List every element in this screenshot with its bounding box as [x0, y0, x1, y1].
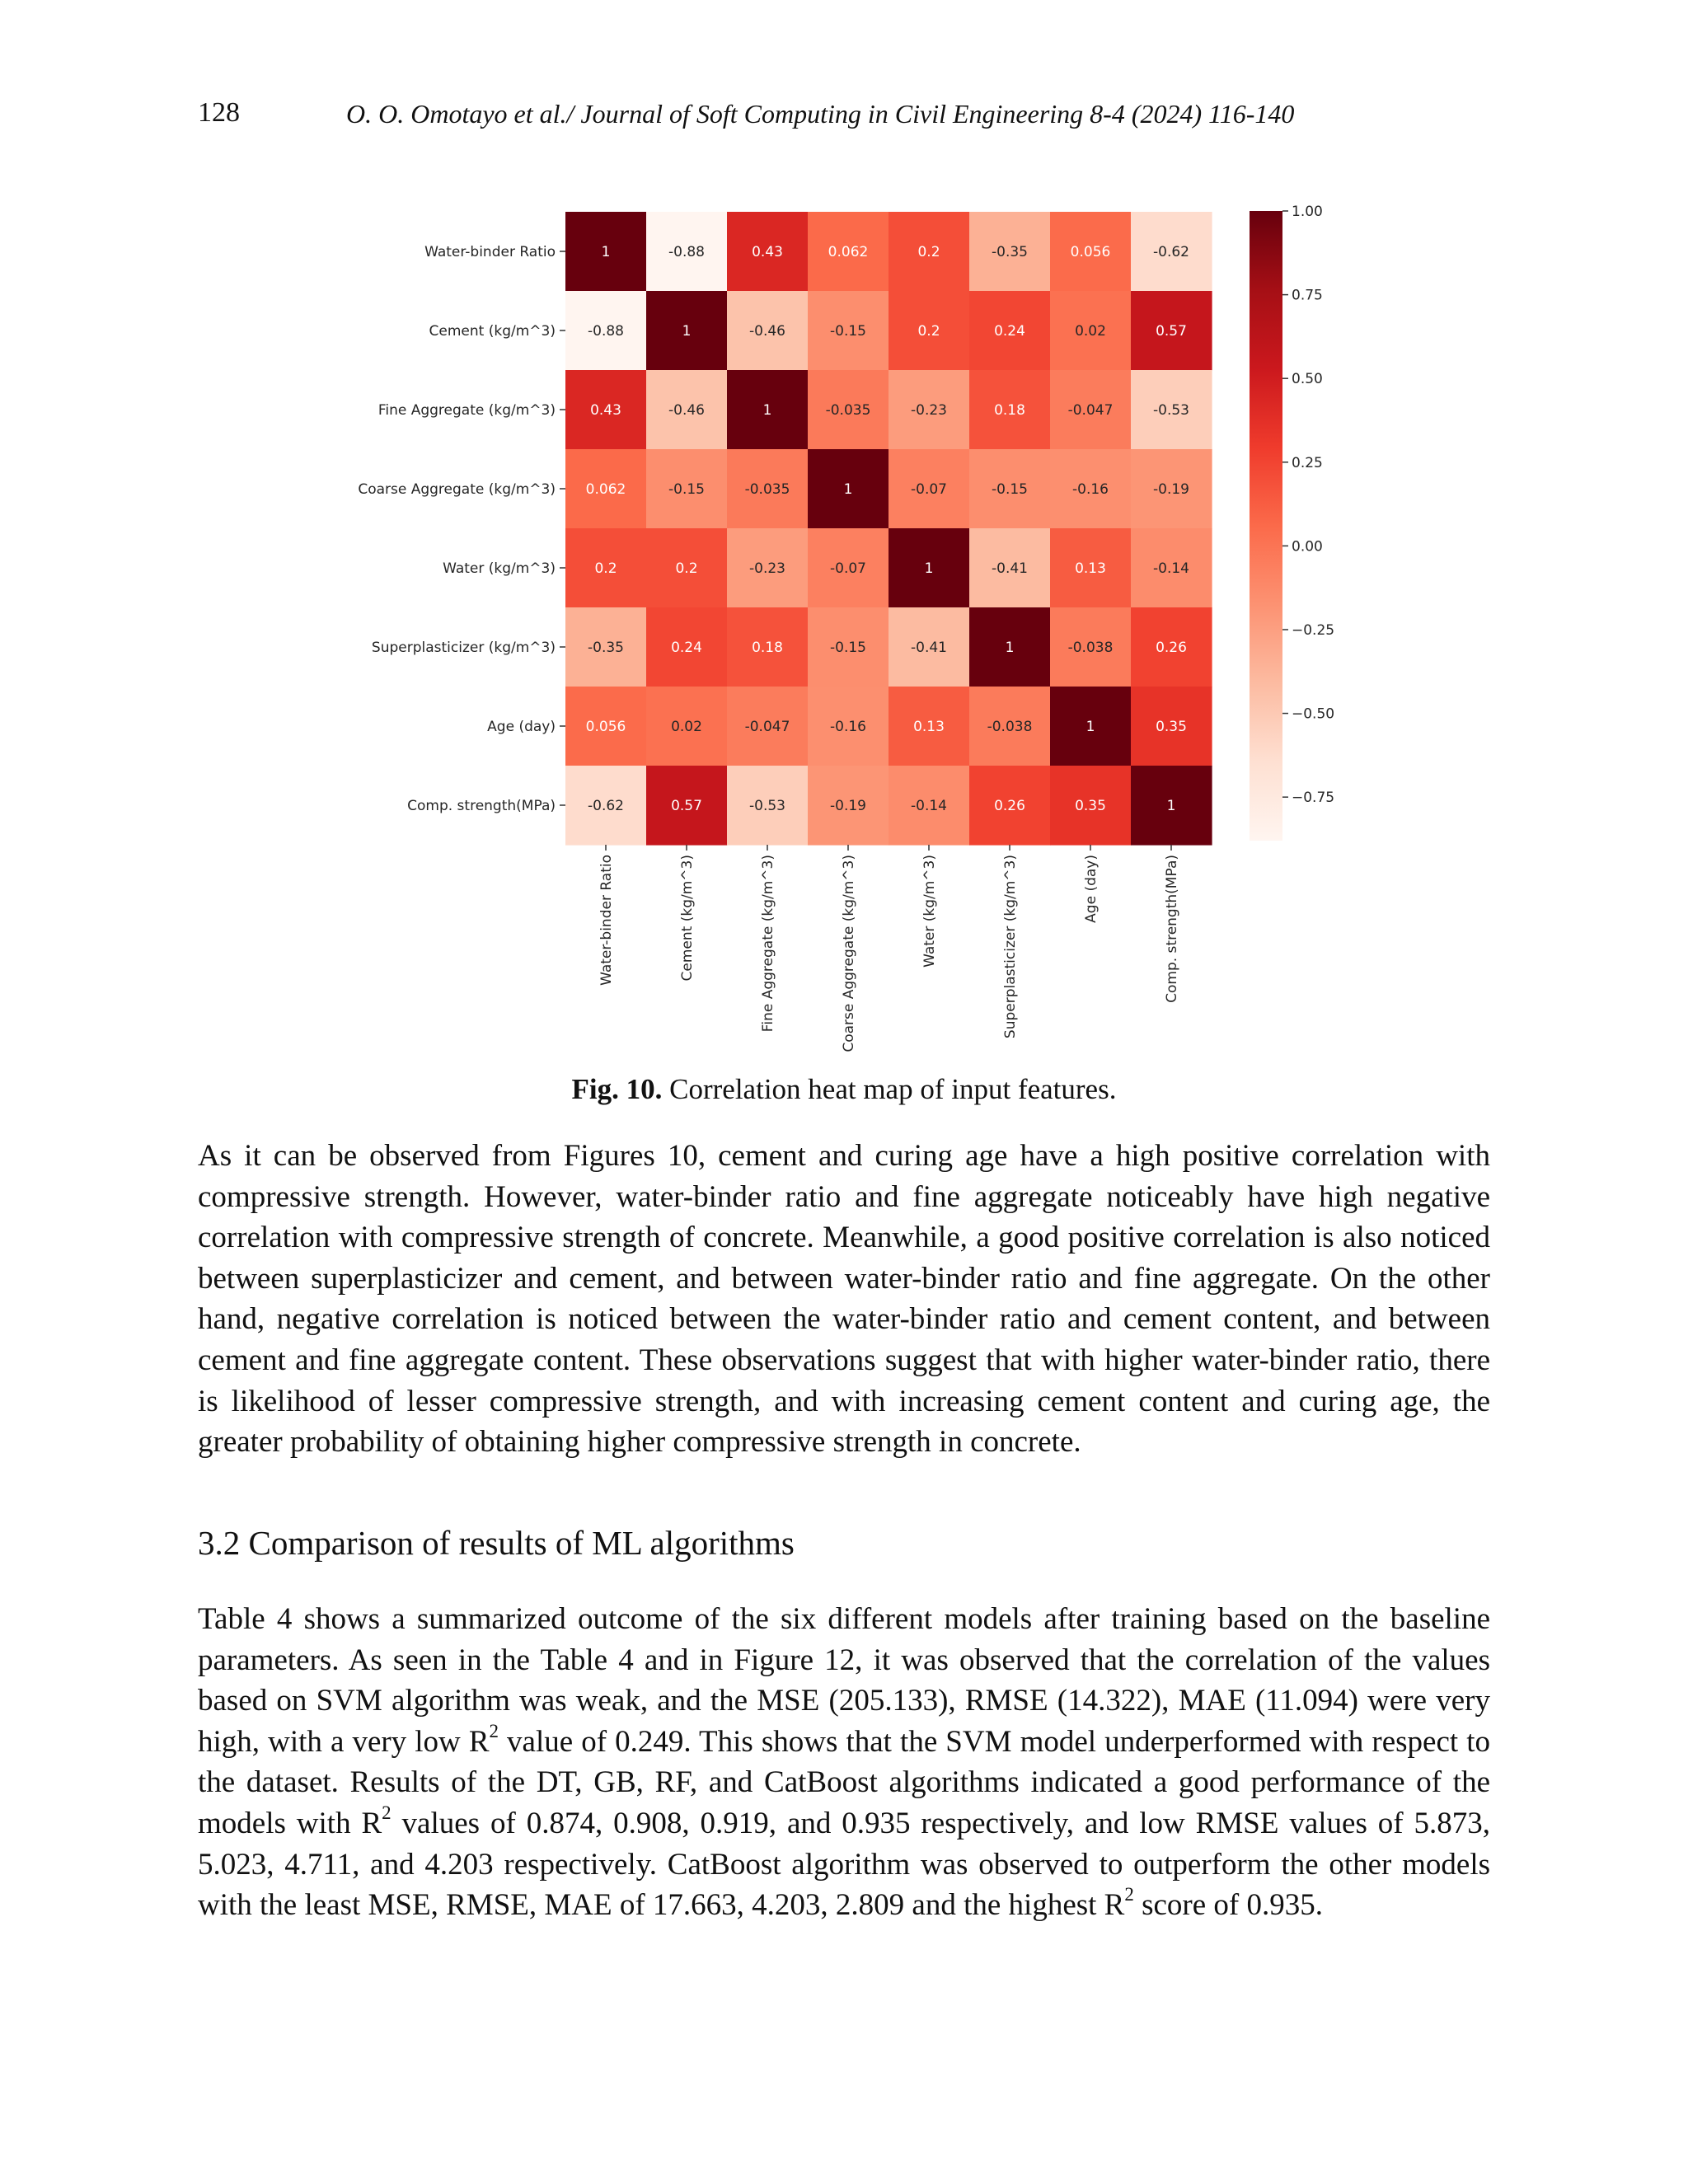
cell-value-label: 0.57 [671, 798, 702, 814]
figure-label: Fig. 10. [571, 1073, 663, 1105]
running-head: O. O. Omotayo et al./ Journal of Soft Computing in Civil Engineering 8-4 (2024) 116-140 [346, 99, 1295, 129]
x-tick-label: Cement (kg/m^3) [679, 855, 696, 982]
cell-value-label: 0.24 [671, 640, 702, 656]
cell-value-label: -0.23 [911, 402, 947, 419]
cell-value-label: 0.57 [1156, 323, 1187, 340]
cell-value-label: -0.19 [1153, 481, 1189, 498]
paragraph-correlation-discussion: As it can be observed from Figures 10, cement and curing age have a high positive correlation with compressive strength. However, water-binder ratio and fine aggregate noticeably have high negative correlation with compressive strength of concrete. Meanwhile, a good positive correlation is also noticed between superplasticizer and cement, and between water-binder ratio and fine aggregate. On the other hand, negative correlation is noticed between the water-binder ratio and cement content, and between cement and fine aggregate content. These observations suggest that with higher water-binder ratio, there is likelihood of lesser compressive strength, and with increasing cement content and curing age, the greater probability of obtaining higher compressive strength in concrete. [198, 1139, 1490, 1460]
cell-value-label: 1 [1085, 719, 1095, 735]
y-tick-label: Water (kg/m^3) [443, 560, 556, 577]
cell-value-label: -0.41 [992, 560, 1028, 577]
cell-value-label: 0.062 [585, 481, 626, 498]
cell-value-label: -0.16 [1072, 481, 1109, 498]
cell-value-label: -0.62 [588, 798, 624, 814]
cell-value-label: 1 [682, 323, 692, 340]
y-tick-label: Superplasticizer (kg/m^3) [371, 640, 556, 656]
cell-value-label: -0.23 [749, 560, 785, 577]
cell-value-label: -0.88 [668, 244, 705, 260]
cell-value-label: -0.15 [668, 481, 705, 498]
cell-value-label: 1 [762, 402, 772, 419]
figure-caption [0, 1073, 1688, 1106]
cell-value-label: 1 [1005, 640, 1015, 656]
cell-value-label: -0.15 [830, 323, 866, 340]
y-tick-label: Water-binder Ratio [424, 244, 556, 260]
cell-value-label: 1 [1166, 798, 1176, 814]
cell-value-label: -0.14 [911, 798, 947, 814]
cell-value-label: 0.13 [913, 719, 945, 735]
figure-caption-text: Correlation heat map of input features. [669, 1073, 1117, 1105]
y-tick-label: Age (day) [487, 719, 556, 735]
colorbar-tick-label: 1.00 [1292, 204, 1323, 220]
cell-value-label: -0.047 [1067, 402, 1114, 419]
superscript: 2 [1124, 1884, 1134, 1905]
y-tick-label: Comp. strength(MPa) [407, 798, 556, 814]
y-tick-label: Coarse Aggregate (kg/m^3) [358, 481, 556, 498]
cell-value-label: 0.18 [752, 640, 783, 656]
cell-value-label: -0.035 [744, 481, 790, 498]
cell-value-label: 0.26 [994, 798, 1025, 814]
cell-value-label: 0.2 [917, 244, 940, 260]
cell-value-label: 0.056 [1070, 244, 1111, 260]
x-tick-label: Water (kg/m^3) [921, 855, 938, 968]
x-tick-label: Comp. strength(MPa) [1164, 855, 1180, 1003]
cell-value-label: -0.53 [1153, 402, 1189, 419]
cell-value-label: -0.35 [588, 640, 624, 656]
cell-value-label: -0.035 [825, 402, 871, 419]
cell-value-label: 0.43 [752, 244, 783, 260]
cell-value-label: -0.038 [1067, 640, 1114, 656]
cell-value-label: 0.13 [1075, 560, 1106, 577]
x-tick-label: Fine Aggregate (kg/m^3) [760, 855, 776, 1033]
cell-value-label: 0.18 [994, 402, 1025, 419]
cell-value-label: -0.047 [744, 719, 790, 735]
cell-value-label: -0.35 [992, 244, 1028, 260]
cell-value-label: 0.2 [594, 560, 617, 577]
cell-value-label: 0.26 [1156, 640, 1187, 656]
x-tick-label: Superplasticizer (kg/m^3) [1002, 855, 1019, 1039]
cell-value-label: 0.02 [1075, 323, 1106, 340]
cell-value-label: 0.43 [590, 402, 621, 419]
cell-value-label: -0.16 [830, 719, 866, 735]
section-heading: 3.2 Comparison of results of ML algorithms [198, 1524, 795, 1562]
cell-value-label: -0.62 [1153, 244, 1189, 260]
colorbar-tick-label: −0.75 [1292, 790, 1335, 807]
text-run: values of 0.874, 0.908, 0.919, and 0.935 respectively, and low RMSE values of 5.873, 5.023, 4.711, and 4.203 respectively. CatBoost algorithm was observed to outperform the other models with the least MSE, RMSE, MAE of 17.663, 4.203, 2.809 and the highest R [198, 1806, 1491, 1923]
cell-value-label: -0.46 [668, 402, 705, 419]
cell-value-label: -0.038 [987, 719, 1033, 735]
cell-value-label: 0.056 [585, 719, 626, 735]
colorbar-tick-label: 0.50 [1292, 371, 1323, 388]
text-run: Table 4 shows a summarized outcome of the six different models after training based on the baseline parameters. As seen in the Table 4 and in Figure 12, it was observed that the correlation of the values based on SVM algorithm was weak, and the MSE (205.133), RMSE (14.322), MAE (11.094) were very high, with a very low R [198, 1602, 1490, 1759]
cell-value-label: 0.062 [828, 244, 869, 260]
cell-value-label: -0.19 [830, 798, 866, 814]
x-tick-label: Coarse Aggregate (kg/m^3) [841, 855, 857, 1052]
y-tick-label: Fine Aggregate (kg/m^3) [377, 402, 556, 419]
paragraph-model-comparison [198, 1599, 1490, 1926]
cell-value-label: 1 [924, 560, 934, 577]
colorbar-tick-label: 0.25 [1292, 454, 1323, 471]
cell-value-label: -0.88 [588, 323, 624, 340]
cell-value-label: -0.46 [749, 323, 785, 340]
cell-value-label: 0.02 [671, 719, 702, 735]
cell-value-label: -0.41 [911, 640, 947, 656]
colorbar-tick-label: 0.75 [1292, 287, 1323, 304]
cell-value-label: 0.35 [1075, 798, 1106, 814]
correlation-heatmap [0, 0, 1688, 1071]
cell-value-label: 1 [843, 481, 853, 498]
cell-value-label: -0.14 [1153, 560, 1189, 577]
x-tick-label: Water-binder Ratio [598, 855, 615, 986]
cell-value-label: 0.35 [1156, 719, 1187, 735]
colorbar-tick-label: −0.25 [1292, 621, 1335, 639]
page-number: 128 [198, 97, 240, 128]
colorbar-scale [1250, 211, 1282, 841]
cell-value-label: -0.53 [749, 798, 785, 814]
text-run: score of 0.935. [1133, 1888, 1323, 1923]
cell-value-label: -0.07 [911, 481, 947, 498]
y-tick-label: Cement (kg/m^3) [429, 323, 556, 340]
cell-value-label: 0.2 [675, 560, 698, 577]
colorbar-tick-label: 0.00 [1292, 538, 1323, 555]
cell-value-label: -0.15 [830, 640, 866, 656]
cell-value-label: 1 [601, 244, 611, 260]
x-tick-label: Age (day) [1083, 855, 1100, 923]
colorbar-tick-label: −0.50 [1292, 705, 1335, 723]
text-run: value of 0.249. This shows that the SVM model underperformed with respect to the dataset. Results of the DT, GB, RF, and CatBoost algorithms indicated a good performance of the models with R [198, 1724, 1490, 1840]
superscript: 2 [489, 1721, 499, 1742]
superscript: 2 [382, 1802, 392, 1824]
cell-value-label: -0.15 [992, 481, 1028, 498]
cell-value-label: 0.2 [917, 323, 940, 340]
cell-value-label: 0.24 [994, 323, 1025, 340]
cell-value-label: -0.07 [830, 560, 866, 577]
